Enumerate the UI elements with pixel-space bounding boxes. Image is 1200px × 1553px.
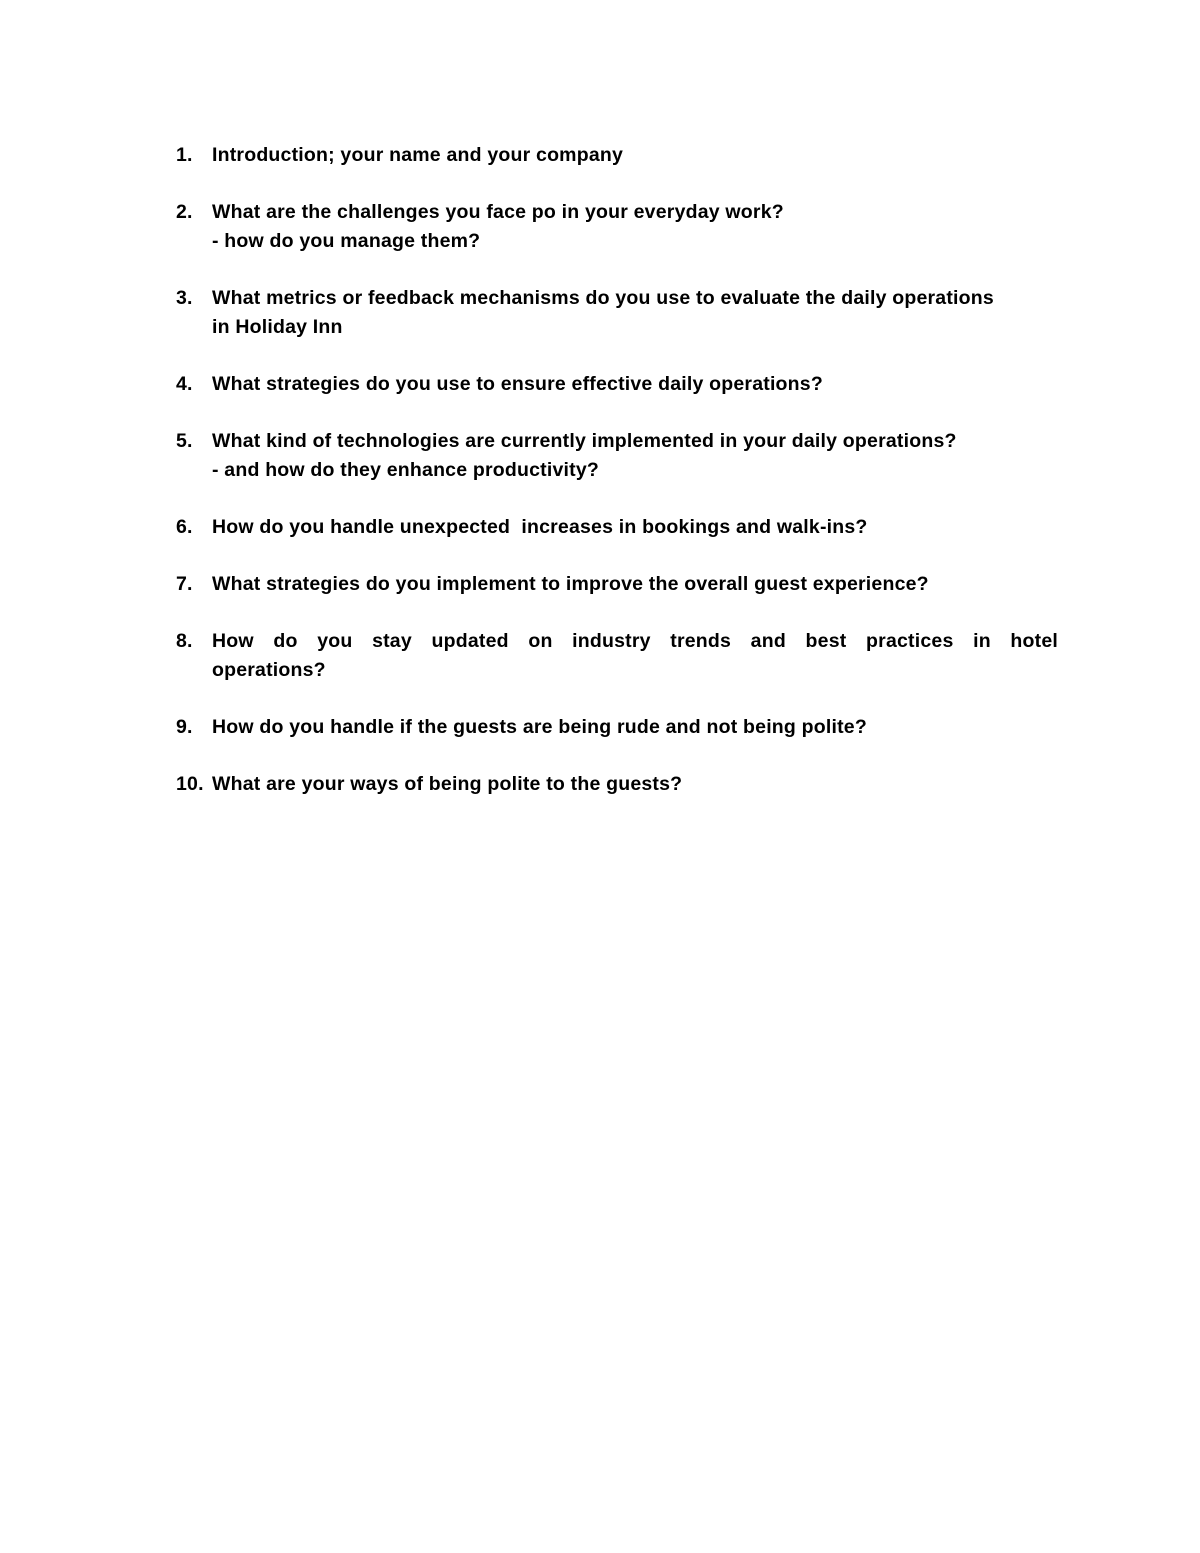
question-number: 2. [176, 201, 193, 223]
question-word: How [212, 630, 254, 652]
question-text-justified [212, 627, 1058, 656]
question-item [176, 141, 1058, 170]
question-word: industry [572, 630, 651, 652]
question-text: What are your ways of being polite to the guests? [212, 773, 683, 795]
question-word: trends [670, 630, 732, 652]
question-item [176, 570, 1058, 599]
question-text: Introduction; your name and your company [212, 144, 624, 166]
question-word: practices [866, 630, 954, 652]
question-word: you [317, 630, 353, 652]
question-word: in [973, 630, 991, 652]
question-text: What metrics or feedback mechanisms do you use to evaluate the daily operations [212, 287, 994, 309]
question-number: 9. [176, 716, 193, 738]
question-number: 7. [176, 573, 193, 595]
question-text: How do you handle unexpected increases in bookings and walk-ins? [212, 516, 868, 538]
question-word: stay [372, 630, 412, 652]
question-item [176, 770, 1058, 799]
question-item [176, 198, 1058, 256]
question-number: 10. [176, 773, 204, 795]
question-item [176, 627, 1058, 685]
question-word: do [273, 630, 298, 652]
question-text: What strategies do you implement to improve the overall guest experience? [212, 573, 929, 595]
question-word: on [528, 630, 553, 652]
question-item [176, 427, 1058, 485]
question-text-continued: in Holiday Inn [212, 316, 343, 338]
question-subtext: - and how do they enhance productivity? [212, 459, 599, 481]
question-item [176, 370, 1058, 399]
question-text: What are the challenges you face po in your everyday work? [212, 201, 784, 223]
question-number: 4. [176, 373, 193, 395]
question-text-continued: operations? [212, 659, 326, 681]
question-item [176, 284, 1058, 342]
question-text: What kind of technologies are currently implemented in your daily operations? [212, 430, 957, 452]
question-number: 8. [176, 630, 193, 652]
question-word: updated [431, 630, 509, 652]
question-word: hotel [1010, 630, 1058, 652]
question-number: 3. [176, 287, 193, 309]
question-number: 1. [176, 144, 193, 166]
question-subtext: - how do you manage them? [212, 230, 481, 252]
question-text: How do you handle if the guests are being rude and not being polite? [212, 716, 867, 738]
question-text: What strategies do you use to ensure effective daily operations? [212, 373, 823, 395]
question-number: 5. [176, 430, 193, 452]
question-item [176, 513, 1058, 542]
question-number: 6. [176, 516, 193, 538]
question-word: best [805, 630, 847, 652]
question-word: and [750, 630, 786, 652]
question-item [176, 713, 1058, 742]
interview-question-list [176, 141, 1058, 827]
